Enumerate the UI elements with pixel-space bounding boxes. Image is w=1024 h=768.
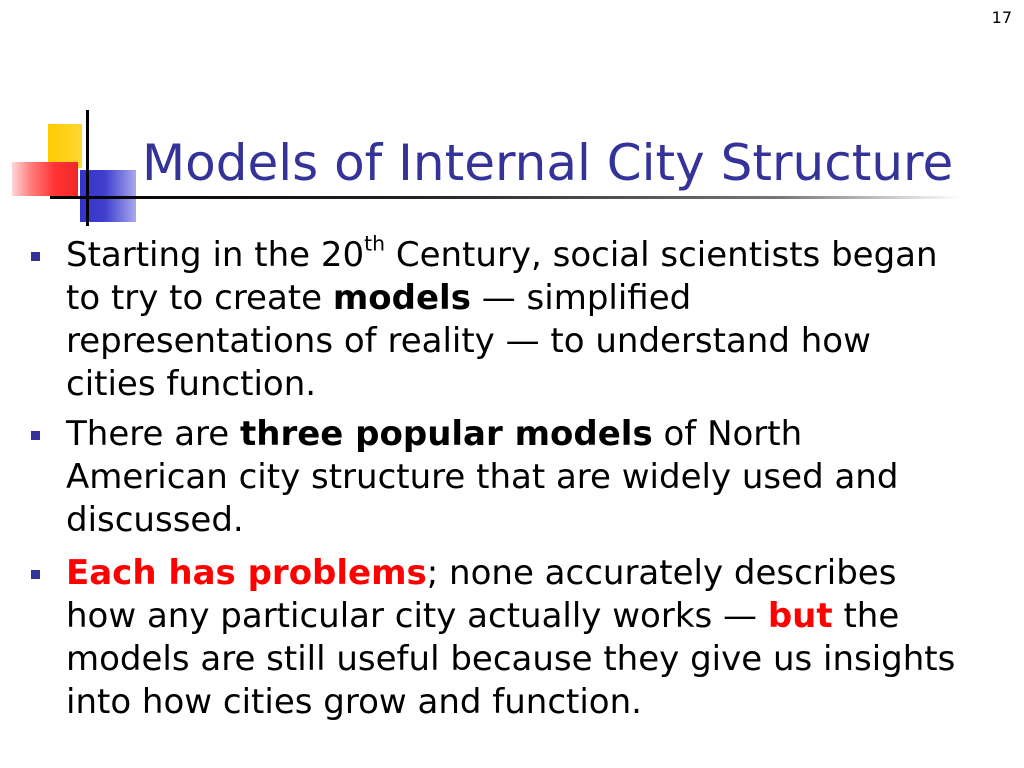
bold-term-three-popular-models: three popular models — [239, 414, 653, 454]
bullet-3-line-3 — [66, 638, 955, 681]
bullet-3-line-1 — [66, 552, 955, 595]
bullet-1-line-1 — [66, 231, 938, 277]
bullet-2-line-2 — [66, 456, 898, 499]
slide-number: 17 — [991, 8, 1012, 27]
text-segment: Starting in the 20 — [66, 235, 365, 275]
text-segment: Century, social scientists began — [385, 235, 938, 275]
title-decoration — [0, 0, 1024, 240]
text-segment: There are — [66, 414, 240, 454]
text-segment: — simplified — [470, 278, 692, 318]
text-segment: representations of reality — to understand how — [66, 321, 871, 361]
text-segment: models are still useful because they give us insights — [66, 639, 956, 679]
bullet-3-line-2 — [66, 595, 955, 638]
text-segment: ; none accurately describes — [426, 553, 897, 593]
bold-term-models: models — [332, 278, 471, 318]
text-segment: into how cities grow and function. — [66, 682, 642, 722]
bullet-square-icon — [31, 570, 40, 579]
bullet-2-line-1 — [66, 413, 898, 456]
bullet-1-line-3 — [66, 320, 938, 363]
text-segment: of North — [652, 414, 803, 454]
bullet-item-3-text — [66, 552, 955, 724]
slide-title: Models of Internal City Structure — [142, 134, 954, 192]
text-segment: cities function. — [66, 364, 317, 404]
bullet-item-1-text — [66, 231, 938, 406]
text-segment: to try to create — [66, 278, 333, 318]
text-segment: discussed. — [66, 500, 244, 540]
emphasis-each-has-problems: Each has problems — [66, 553, 427, 593]
bullet-2-line-3 — [66, 499, 898, 542]
bullet-square-icon — [31, 431, 40, 440]
bullet-1-line-2 — [66, 277, 938, 320]
text-segment: how any particular city actually works — — [66, 596, 768, 636]
bullet-3-line-4 — [66, 681, 955, 724]
bullet-item-2-text — [66, 413, 898, 542]
title-underline-rule — [50, 196, 962, 199]
emphasis-but: but — [767, 596, 833, 636]
superscript-th: th — [364, 231, 386, 256]
bullet-square-icon — [31, 252, 40, 261]
bullet-1-line-4 — [66, 363, 938, 406]
logo-vertical-line — [86, 110, 89, 226]
logo-red-bar — [12, 162, 78, 196]
text-segment: the — [832, 596, 900, 636]
text-segment: American city structure that are widely used and — [66, 457, 899, 497]
